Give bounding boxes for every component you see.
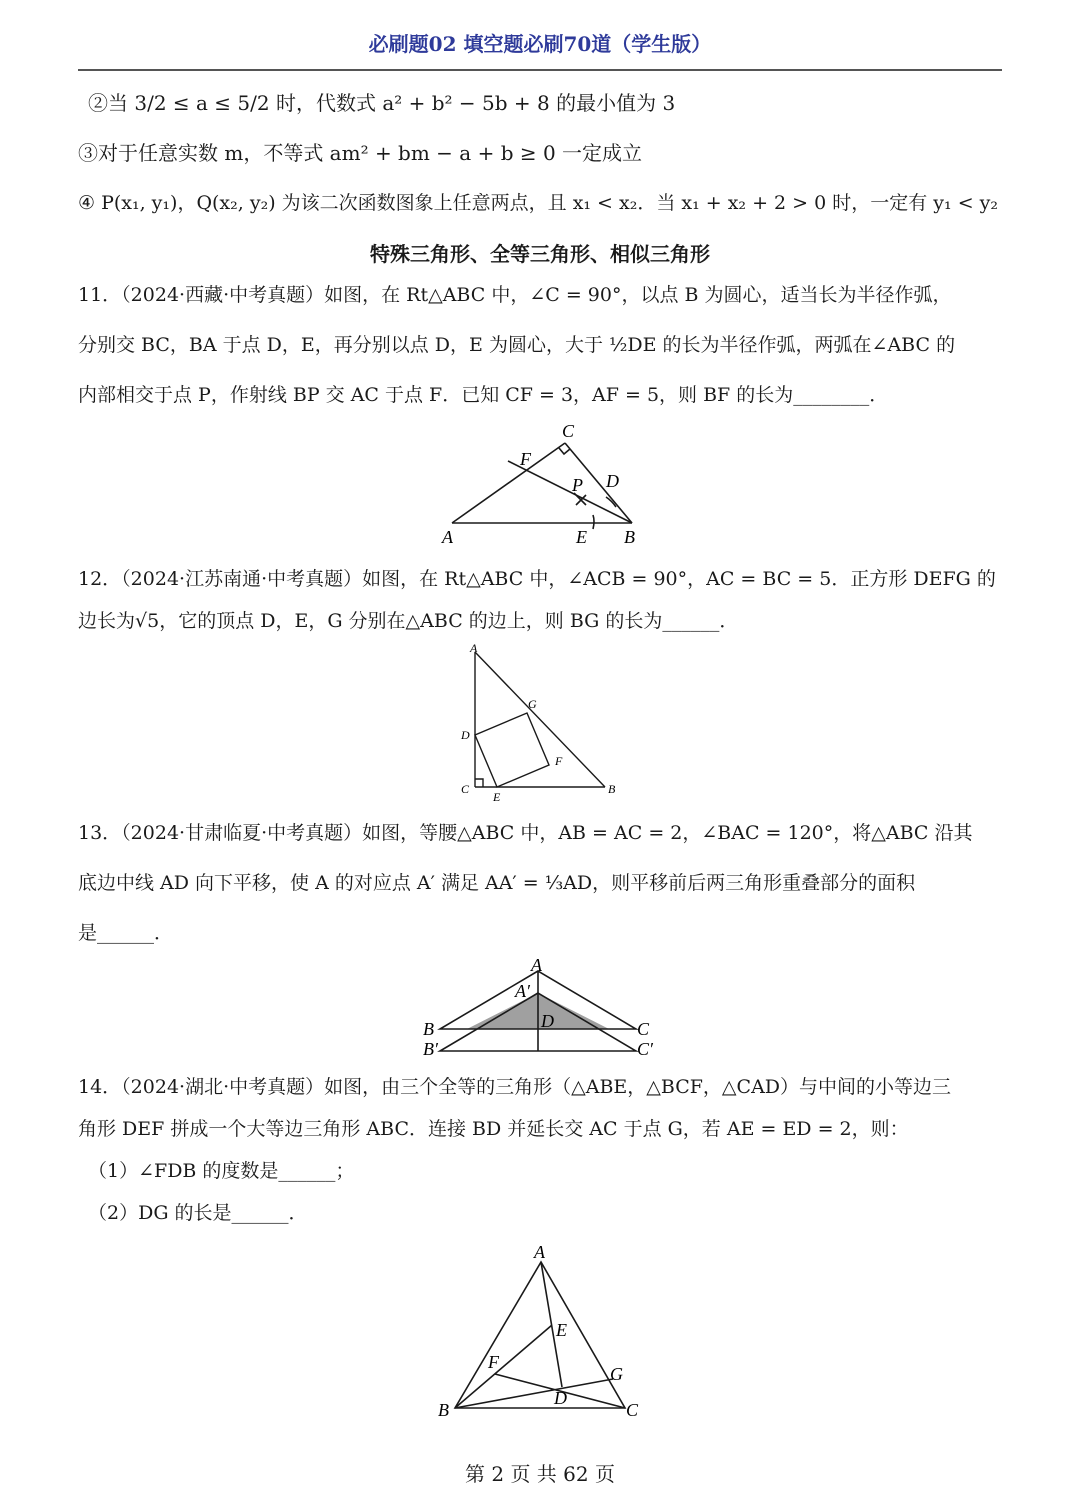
q14-ray-bg (455, 1379, 613, 1408)
header-divider (78, 69, 1002, 71)
statement-2: ②当 3/2 ≤ a ≤ 5/2 时，代数式 a² + b² − 5b + 8 的最小值为 3 (88, 91, 676, 115)
q11-label-p: P (572, 475, 583, 495)
q14-label-c: C (626, 1400, 639, 1420)
section-title: 特殊三角形、全等三角形、相似三角形 (370, 242, 710, 266)
q11-line-1: 11．（2024·西藏·中考真题）如图，在 Rt△ABC 中，∠C = 90°，以点 B 为圆心，适当长为半径作弧， (78, 284, 952, 306)
q13-label-c: C (637, 1019, 650, 1039)
q13-line-2: 底边中线 AD 向下平移，使 A 的对应点 A′ 满足 AA′ = ⅓AD，则平移前后两三角形重叠部分的面积 (78, 872, 916, 894)
q12-square-defg (475, 713, 549, 787)
statement-4: ④ P(x₁, y₁)，Q(x₂, y₂) 为该二次函数图象上任意两点，且 x₁ < x₂．当 x₁ + x₂ + 2 > 0 时，一定有 y₁ < y₂ (78, 192, 999, 214)
q13-figure (415, 955, 665, 1060)
q12-right-angle-mark (475, 779, 483, 787)
q11-label-a: A (442, 527, 453, 547)
q11-side-ac (452, 443, 565, 523)
q11-figure (430, 415, 660, 550)
q12-label-c: C (461, 782, 470, 796)
q14-line-1: 14．（2024·湖北·中考真题）如图，由三个全等的三角形（△ABE，△BCF，△CAD）与中间的小等边三 (78, 1076, 952, 1098)
q12-label-a: A (470, 642, 478, 655)
q12-label-b: B (608, 782, 616, 796)
q11-line-2: 分别交 BC，BA 于点 D，E，再分别以点 D，E 为圆心，大于 ½DE 的长为半径作弧，两弧在∠ABC 的 (78, 334, 956, 356)
q12-figure (455, 642, 635, 807)
q11-line-3: 内部相交于点 P，作射线 BP 交 AC 于点 F．已知 CF = 3，AF = 5，则 BF 的长为________． (78, 384, 889, 406)
q14-line-2: 角形 DEF 拼成一个大等边三角形 ABC．连接 BD 并延长交 AC 于点 G，若 AE = ED = 2，则： (78, 1118, 909, 1140)
q12-label-d: D (461, 728, 470, 742)
q11-label-e: E (576, 527, 587, 547)
q13-line-3: 是______． (78, 922, 174, 944)
q14-part-1: （1）∠FDB 的度数是______； (88, 1160, 355, 1182)
q11-label-c: C (562, 421, 575, 441)
q14-label-d: D (554, 1388, 567, 1408)
q14-part-2: （2）DG 的长是______． (88, 1202, 308, 1224)
q12-label-e: E (493, 790, 501, 804)
q13-line-1: 13．（2024·甘肃临夏·中考真题）如图，等腰△ABC 中，AB = AC = 2，∠BAC = 120°，将△ABC 沿其 (78, 822, 973, 844)
page-header-title: 必刷题02 填空题必刷70道（学生版） (368, 32, 712, 56)
q12-label-g: G (528, 697, 537, 711)
q11-right-angle-mark (559, 448, 570, 454)
q14-label-b: B (438, 1400, 449, 1420)
q13-label-a: A (531, 955, 542, 975)
q14-segment-be (455, 1325, 552, 1408)
q11-label-f: F (520, 449, 531, 469)
q12-label-f: F (555, 754, 563, 768)
q13-label-b-prime: B′ (423, 1039, 438, 1059)
page-number: 第 2 页 共 62 页 (465, 1462, 615, 1486)
statement-3: ③对于任意实数 m，不等式 am² + bm − a + b ≥ 0 一定成立 (78, 141, 643, 165)
q14-label-g: G (610, 1364, 623, 1384)
q13-label-c-prime: C′ (637, 1039, 653, 1059)
q13-label-b: B (423, 1019, 434, 1039)
q14-figure (430, 1238, 650, 1423)
q11-label-b: B (624, 527, 635, 547)
q11-label-d: D (606, 471, 619, 491)
q14-label-a: A (534, 1242, 545, 1262)
q13-label-d: D (541, 1011, 554, 1031)
q12-line-1: 12．（2024·江苏南通·中考真题）如图，在 Rt△ABC 中，∠ACB = 90°，AC = BC = 5．正方形 DEFG 的 (78, 568, 996, 590)
q12-line-2: 边长为√5，它的顶点 D，E，G 分别在△ABC 的边上，则 BG 的长为______． (78, 610, 739, 632)
q14-label-f: F (488, 1352, 499, 1372)
q12-side-ab (475, 652, 605, 787)
q14-label-e: E (556, 1320, 567, 1340)
q11-arc-e (593, 515, 594, 529)
q13-label-a-prime: A′ (515, 981, 530, 1001)
